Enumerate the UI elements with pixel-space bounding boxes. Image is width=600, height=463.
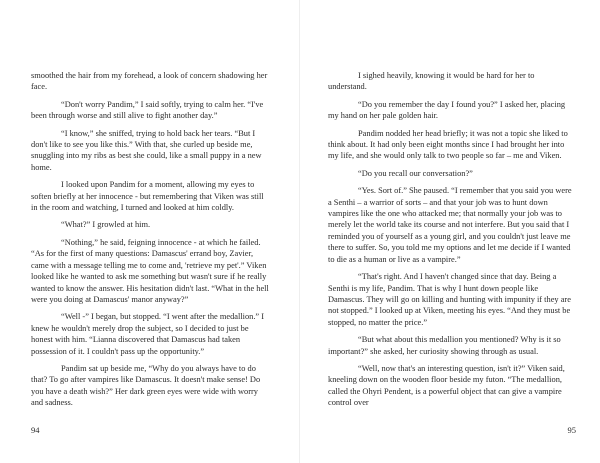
left-page-text [31, 70, 271, 415]
paragraph: “But what about this medallion you mentioned? Why is it so important?” she asked, her curiosity showing through as usual. [328, 335, 561, 356]
paragraph: “Yes. Sort of.” She paused. “I remember that you said you were a Senthi – a warrior of sorts – and that your job was to hunt down vampires like the one who attacked me; that normally your job was to merely let the world take its course and not interfere. But you said that I reminded you of yourself as a young girl, and you couldn't just leave me there to suffer. So, you told me my options and let me decide if I wanted to die as a human or live as a vampire.” [328, 186, 572, 264]
right-page [300, 0, 600, 463]
page-number: 94 [31, 425, 40, 435]
page-number: 95 [567, 425, 576, 435]
paragraph: “Do you recall our conversation?” [358, 168, 473, 178]
paragraph: “Well -” I began, but stopped. “I went after the medallion.” I knew he wouldn't merely drop the subject, so I decided to just be honest with him. “Lianna discovered that Damascus had taken possession of it. I couldn't pass up the opportunity.” [31, 312, 265, 356]
paragraph: “Don't worry Pandim,” I said softly, trying to calm her. “I've been through worse and still alive to fight another day.” [31, 99, 264, 121]
paragraph: “That's right. And I haven't changed since that day. Being a Senthi is my life, Pandim. That is why I hunt down people like Damascus. They will go on killing and hunting with impunity if they are not stopped.” I looked up at Viken, meeting his eyes. “And they must be stopped, no matter the price.” [328, 272, 571, 327]
paragraph: I looked upon Pandim for a moment, allowing my eyes to soften briefly at her innocence - but remembering that Viken was still in the room and watching, I turned and looked at him coldly. [31, 180, 264, 213]
paragraph: I sighed heavily, knowing it would be hard for her to understand. [328, 71, 535, 92]
paragraph: “I know,” she sniffed, trying to hold back her tears. “But I don't like to see you like this.” With that, she curled up beside me, snuggling into my ribs as best she could, like a small puppy in a new home. [31, 128, 262, 172]
paragraph: smoothed the hair from my forehead, a look of concern shadowing her face. [31, 71, 268, 92]
paragraph: Pandim nodded her head briefly; it was not a topic she liked to think about. It had only been eight months since I had brought her into my life, and she would only talk to two people so far – me and Viken. [328, 128, 568, 161]
paragraph: Pandim sat up beside me, “Why do you always have to do that? To go after vampires like Damascus. It doesn't make sense! Do you have a death wish?” Her dark green eyes were wide with worry and sadness. [31, 363, 261, 408]
paragraph: “Well, now that's an interesting question, isn't it?” Viken said, kneeling down on the wooden floor beside my futon. “The medallion, called the Ohyri Pendent, is a powerful object that can give a vampire control over [328, 363, 565, 408]
paragraph: “Do you remember the day I found you?” I asked her, placing my hand on her pale golden hair. [328, 99, 566, 121]
paragraph: “Nothing,” he said, feigning innocence - at which he failed. “As for the first of many questions: Damascus' errand boy, Zavier, came with a message telling me to come and, 'retrieve my pet'.” Viken looked like he wanted to ask me something but wasn't sure if he really wanted to know the answer. His hesitation didn't last. “What in the hell were you doing at Damascus' manor anyway?” [31, 237, 269, 304]
paragraph: “What?” I growled at him. [61, 220, 151, 230]
right-page-text [328, 70, 575, 415]
